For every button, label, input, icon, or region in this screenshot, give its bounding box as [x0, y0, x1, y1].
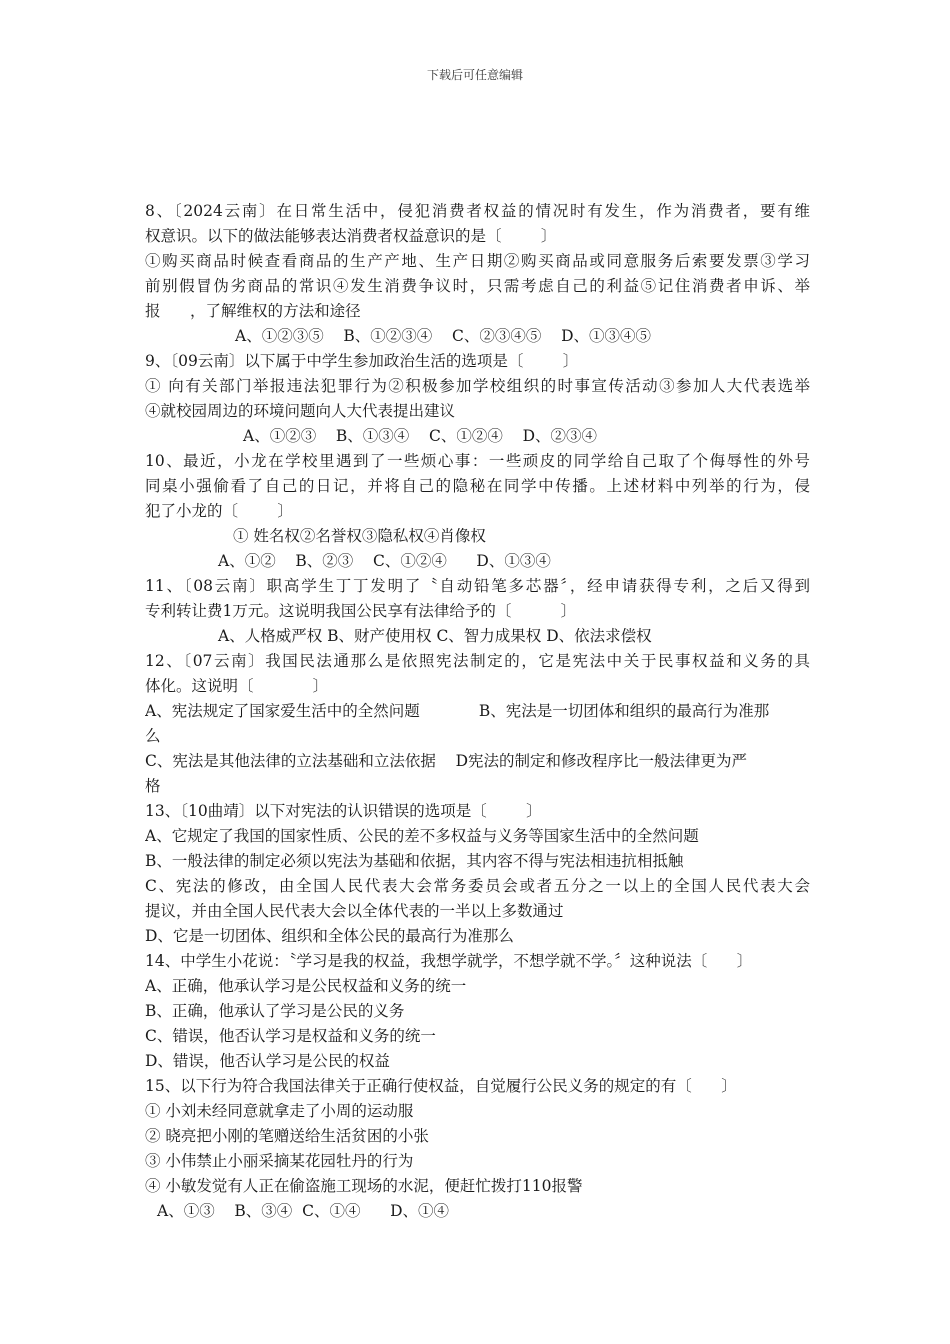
text-line: ④ 小敏发觉有人正在偷盗施工现场的水泥，便赶忙拨打110报警: [145, 1177, 583, 1195]
text-line: 么: [145, 727, 161, 745]
text-line: B、一般法律的制定必须以宪法为基础和依据，其内容不得与宪法相违抗相抵触: [145, 852, 684, 870]
text-line: 15、以下行为符合我国法律关于正确行使权益，自觉履行公民义务的规定的有〔 〕: [145, 1077, 737, 1095]
text-line: 体化。这说明〔 〕: [145, 677, 329, 695]
text-line: 12、〔07云南〕我国民法通那么是依照宪法制定的，它是宪法中关于民事权益和义务的具: [145, 652, 810, 670]
text-line: C、宪法的修改，由全国人民代表大会常务委员会或者五分之一以上的全国人民代表大会: [145, 877, 810, 895]
text-line: ④就校园周边的环境问题向人大代表提出建议: [145, 402, 456, 420]
text-line: 专利转让费1万元。这说明我国公民享有法律给予的〔 〕: [145, 602, 577, 620]
text-line: 11、〔08云南〕职高学生丁丁发明了〝自动铅笔多芯器〞，经申请获得专利，之后又得到: [145, 577, 810, 595]
text-line: 13、〔10曲靖〕以下对宪法的认识错误的选项是〔 〕: [145, 802, 542, 820]
text-line: 前别假冒伪劣商品的常识④发生消费争议时，只需考虑自己的利益⑤记住消费者申诉、举: [145, 277, 810, 295]
text-line: 报 ，了解维权的方法和途径: [145, 302, 361, 320]
text-line: ② 晓亮把小刚的笔赠送给生活贫困的小张: [145, 1127, 429, 1145]
text-line: ① 姓名权②名誉权③隐私权④肖像权: [233, 527, 486, 545]
text-line: A、正确，他承认学习是公民权益和义务的统一: [145, 977, 467, 995]
question-body: [145, 199, 810, 1224]
text-line: B、正确，他承认了学习是公民的义务: [145, 1002, 405, 1020]
text-line: D、它是一切团体、组织和全体公民的最高行为准那么: [145, 927, 514, 945]
text-line: A、①②③ B、①③④ C、①②④ D、②③④: [243, 427, 597, 445]
text-line: A、人格威严权 B、财产使用权 C、智力成果权 D、依法求偿权: [218, 627, 652, 645]
text-line: 9、〔09云南〕以下属于中学生参加政治生活的选项是〔 〕: [145, 352, 579, 370]
text-line: ① 向有关部门举报违法犯罪行为②积极参加学校组织的时事宣传活动③参加人大代表选举: [145, 377, 810, 395]
text-line: ①购买商品时候查看商品的生产产地、生产日期②购买商品或同意服务后索要发票③学习: [145, 252, 810, 270]
text-line: A、它规定了我国的国家性质、公民的差不多权益与义务等国家生活中的全然问题: [145, 827, 699, 845]
text-line: D、错误，他否认学习是公民的权益: [145, 1052, 390, 1070]
text-line: A、①② B、②③ C、①②④ D、①③④: [218, 552, 551, 570]
text-line: 提议，并由全国人民代表大会以全体代表的一半以上多数通过: [145, 902, 564, 920]
text-line: 犯了小龙的〔 〕: [145, 502, 293, 520]
text-line: ① 小刘未经同意就拿走了小周的运动服: [145, 1102, 414, 1120]
text-line: ③ 小伟禁止小丽采摘某花园牡丹的行为: [145, 1152, 414, 1170]
text-line: A、①②③⑤ B、①②③④ C、②③④⑤ D、①③④⑤: [235, 327, 651, 345]
text-line: C、错误，他否认学习是权益和义务的统一: [145, 1027, 436, 1045]
header-note: 下载后可任意编辑: [426, 68, 523, 82]
text-line: 格: [145, 777, 161, 795]
text-line: C、宪法是其他法律的立法基础和立法依据 D宪法的制定和修改程序比一般法律更为严: [145, 752, 747, 770]
text-line: 权意识。以下的做法能够表达消费者权益意识的是〔 〕: [145, 227, 557, 245]
text-line: A、①③ B、③④ C、①④ D、①④: [157, 1202, 449, 1220]
text-line: 8、〔2024云南〕在日常生活中，侵犯消费者权益的情况时有发生，作为消费者，要有维: [145, 202, 810, 220]
text-line: 同桌小强偷看了自己的日记，并将自己的隐秘在同学中传播。上述材料中列举的行为，侵: [145, 477, 810, 495]
text-line: 14、中学生小花说：〝学习是我的权益，我想学就学，不想学就不学。〞这种说法〔 〕: [145, 952, 753, 970]
text-line: A、宪法规定了国家爱生活中的全然问题 B、宪法是一切团体和组织的最高行为准那: [145, 702, 770, 720]
text-line: 10、最近，小龙在学校里遇到了一些烦心事：一些顽皮的同学给自己取了个侮辱性的外号: [145, 452, 810, 470]
